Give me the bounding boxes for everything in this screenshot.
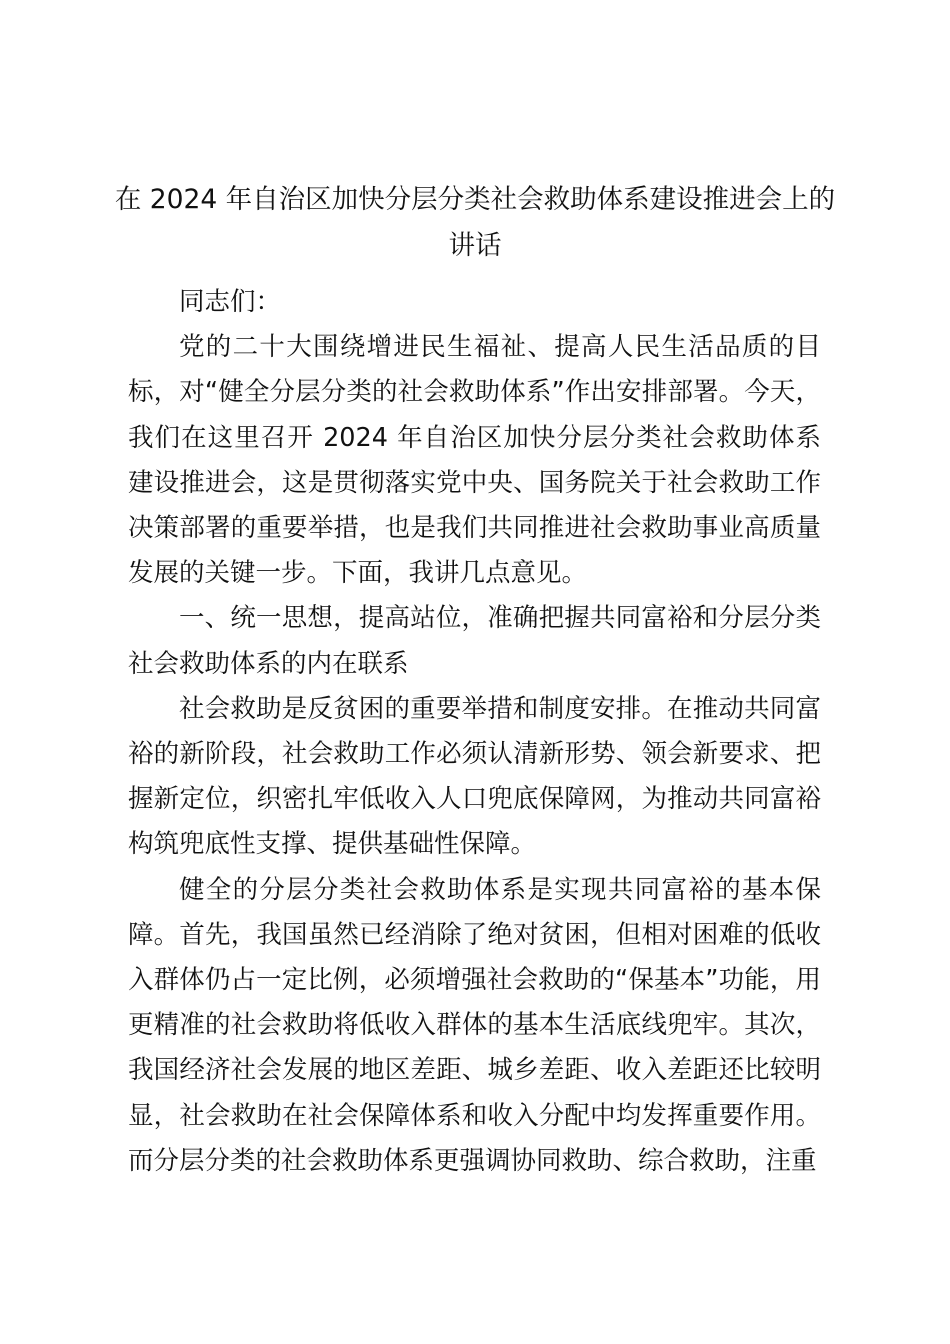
section-heading-1: 一、统一思想，提高站位，准确把握共同富裕和分层分类社会救助体系的内在联系 [128, 603, 821, 679]
document-body [128, 280, 821, 1184]
paragraph-basic-guarantee: 健全的分层分类社会救助体系是实现共同富裕的基本保障。首先，我国虽然已经消除了绝对贫困，但相对困难的低收入群体仍占一定比例，必须增强社会救助的“保基本”功能，用更精准的社会救助将低收入群体的基本生活底线兜牢。其次，我国经济社会发展的地区差距、城乡差距、收入差距还比较明显，社会救助在社会保障体系和收入分配中均发挥重要作用。而分层分类的社会救助体系更强调协同救助、综合救助，注重 [128, 874, 821, 1176]
document-title: 在 2024 年自治区加快分层分类社会救助体系建设推进会上的讲话 [114, 184, 836, 261]
salutation: 同志们： [179, 287, 282, 317]
paragraph-social-assistance: 社会救助是反贫困的重要举措和制度安排。在推动共同富裕的新阶段，社会救助工作必须认清新形势、领会新要求、把握新定位，织密扎牢低收入人口兜底保障网，为推动共同富裕构筑兜底性支撑、提供基础性保障。 [128, 693, 821, 860]
paragraph-opening: 党的二十大围绕增进民生福祉、提高人民生活品质的目标，对“健全分层分类的社会救助体系”作出安排部署。今天，我们在这里召开 2024 年自治区加快分层分类社会救助体系建设推进会，这是贯彻落实党中央、国务院关于社会救助工作决策部署的重要举措，也是我们共同推进社会救助事业高质量发展的关键一步。下面，我讲几点意见。 [128, 332, 821, 589]
